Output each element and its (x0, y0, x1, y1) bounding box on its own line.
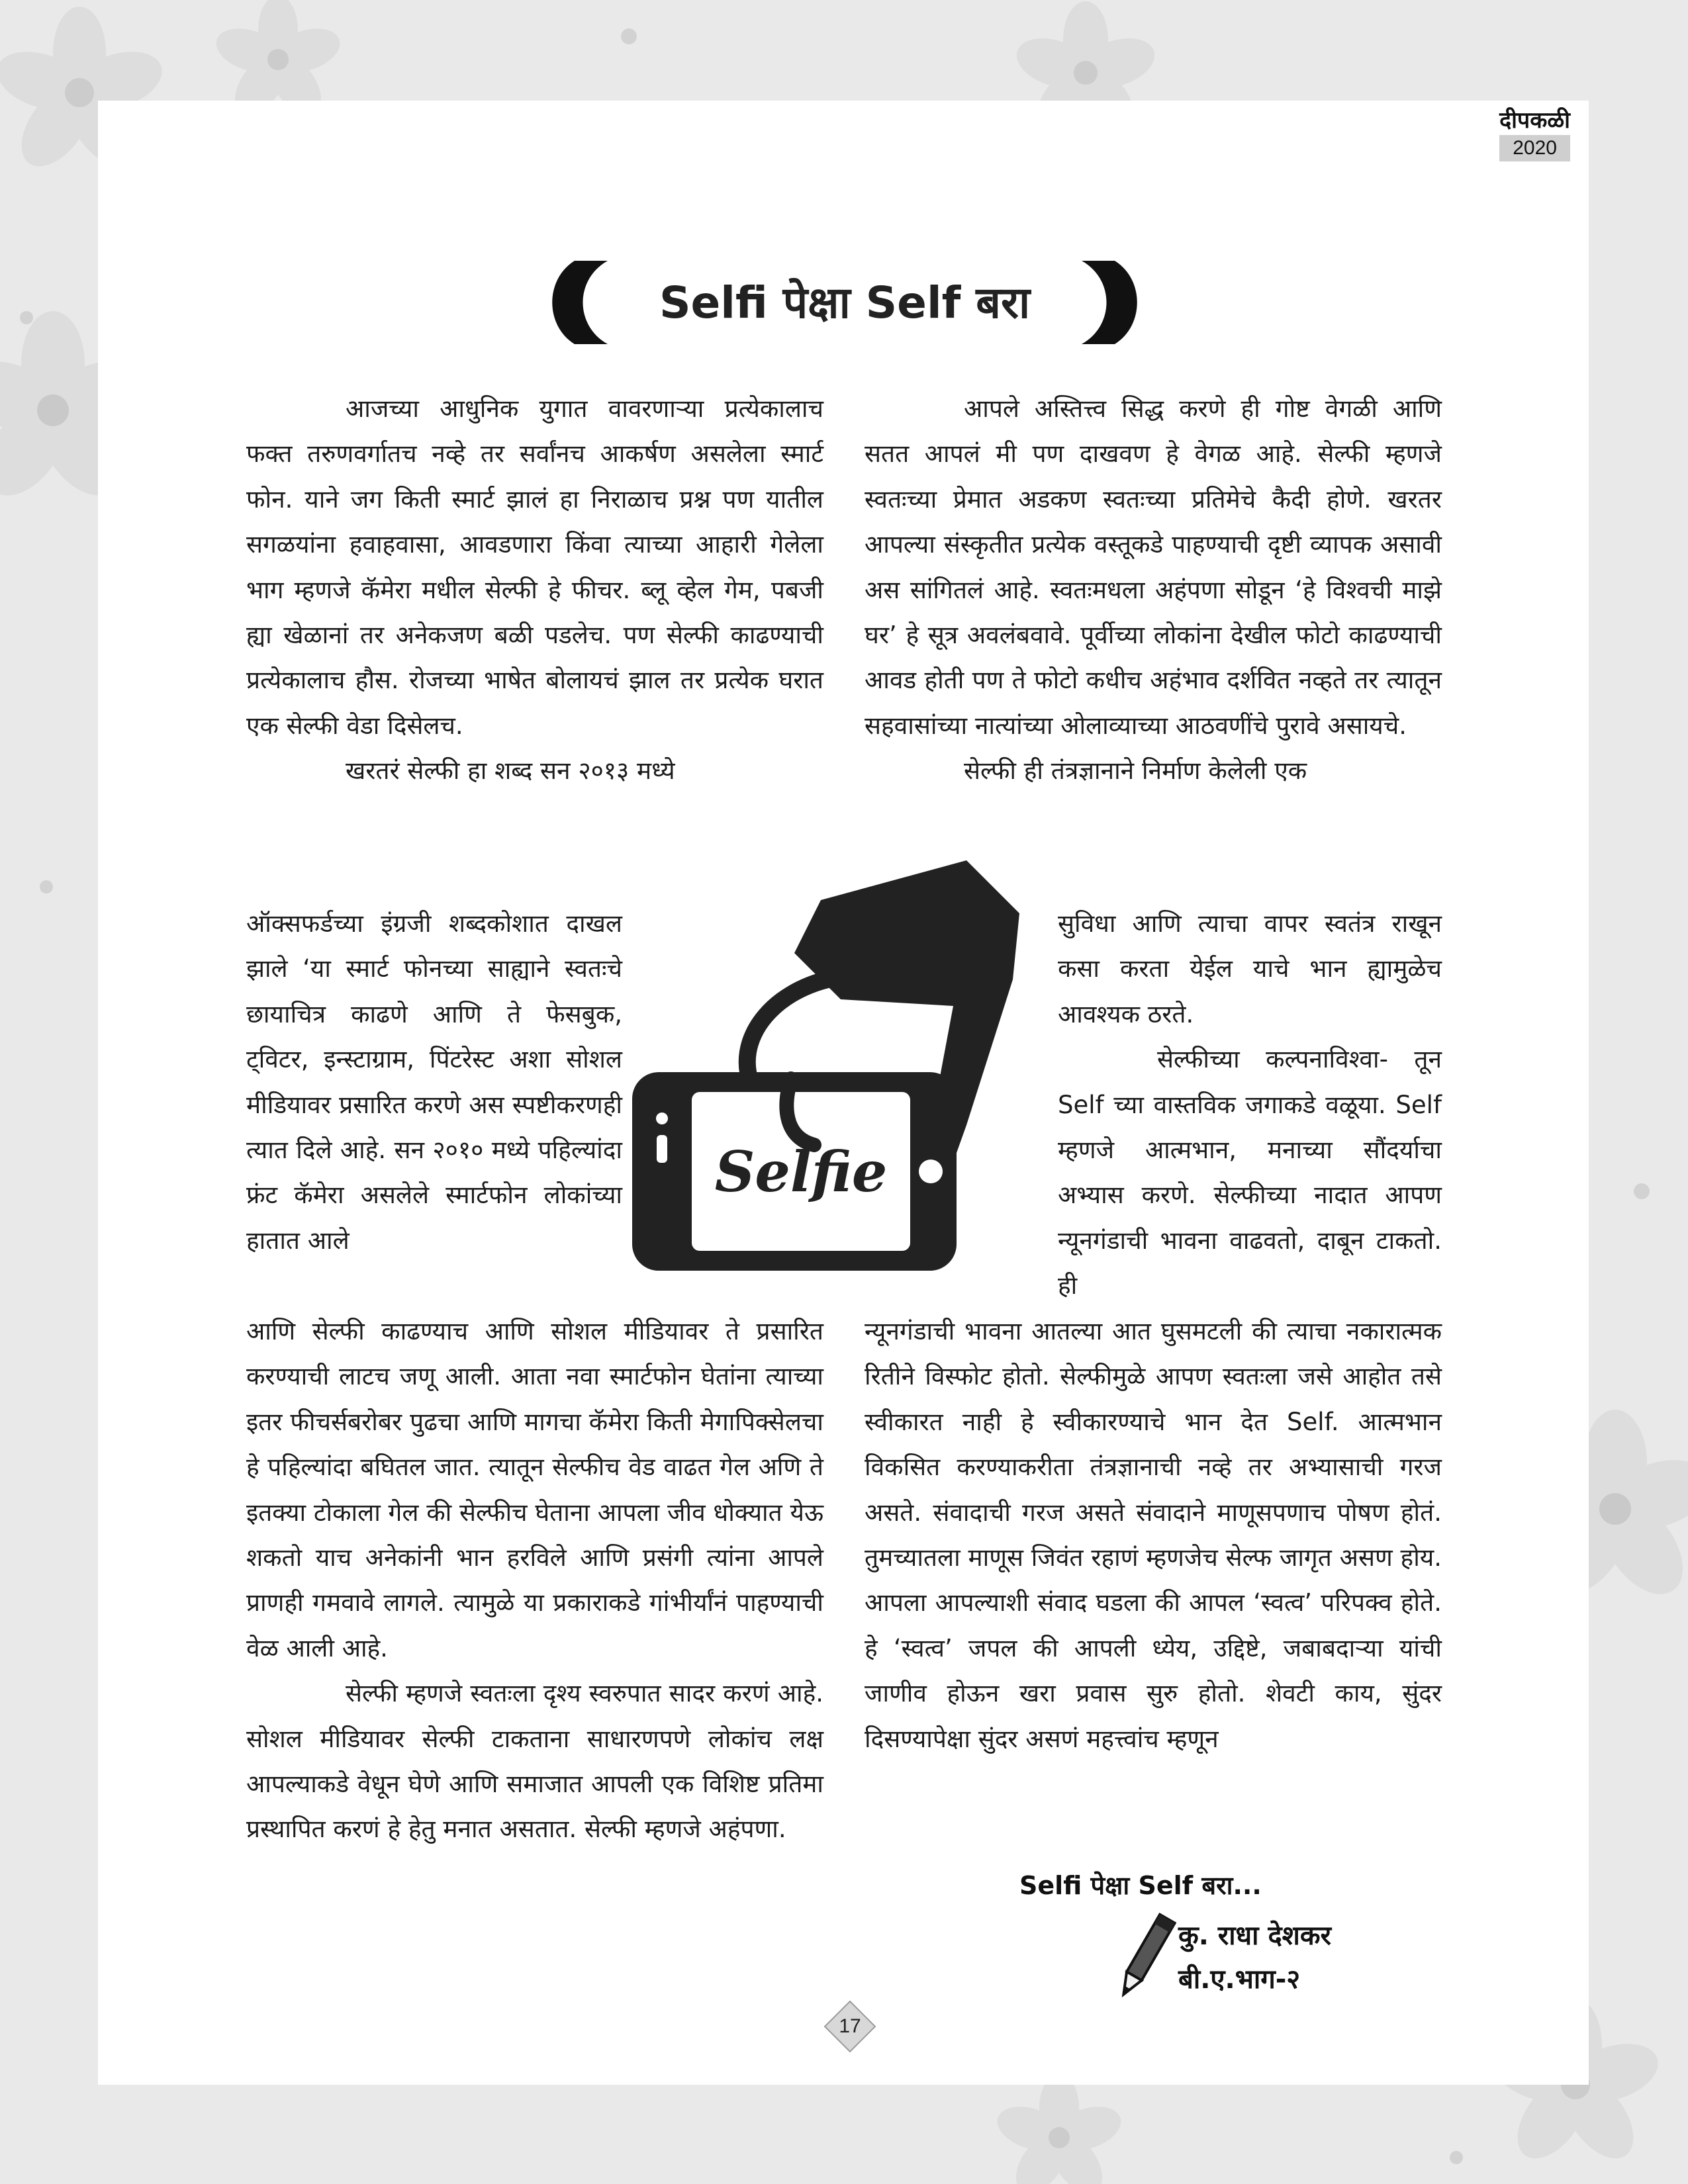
closing-line: Selfi पेक्षा Self बरा... (1019, 1871, 1262, 1900)
paragraph-technology-start: सेल्फी ही तंत्रज्ञानाने निर्माण केलेली एक (964, 756, 1307, 786)
screen-text: Selfie (714, 1139, 888, 1205)
paragraph-intro: आजच्या आधुनिक युगात वावरणाऱ्या प्रत्येकालाच फक्त तरुणवर्गातच नव्हे तर सर्वांनच आकर्षण असलेला स्मार्ट फोन. याने जग किती स्मार्ट झालं हा निराळाच प्रश्न पण यातील सगळयांना हवाहवासा, आवडणारा किंवा त्याच्या आहारी गेलेला भाग म्हणजे कॅमेरा मधील सेल्फी हे फीचर. ब्लू व्हेल गेम, पबजी ह्या खेळानां तर अनेकजण बळी पडलेच. पण सेल्फी काढण्याची प्रत्येकालाच हौस. रोजच्या भाषेत बोलायचं झाल तर प्रत्येक घरात एक सेल्फी वेडा दिसेलच. (246, 394, 823, 740)
pencil-icon (1112, 1906, 1178, 2005)
author-block (1178, 1914, 1509, 2001)
selfie-phone-hand-icon (622, 860, 1046, 1304)
right-column-bottom (865, 1309, 1442, 1762)
paragraph-self-presentation: सेल्फी म्हणजे स्वतःला दृश्य स्वरुपात सादर करणं आहे. सोशल मीडियावर सेल्फी टाकताना साधारणपणे लोकांच लक्ष आपल्याकडे वेधून घेणे आणि समाजात आपली एक विशिष्ट प्रतिमा प्रस्थापित करणं हे हेतु मनात असतात. सेल्फी म्हणजे अहंपणा. (246, 1679, 823, 1844)
left-column-top (246, 387, 823, 794)
page-number: 17 (839, 2015, 861, 2037)
paragraph-self-awareness-rest: न्यूनगंडाची भावना आतल्या आत घुसमटली की त्याचा नकारात्मक रितीने विस्फोट होतो. सेल्फीमुळे आपण स्वतःला जसे आहोत तसे स्वीकारत नाही हे स्वीकारण्याचे भान देत Self. आत्मभान विकसित करण्याकरीता तंत्रज्ञानाची नव्हे तर अभ्यासाची गरज असते. संवादाची गरज असते संवादाने माणूसपणाच पोषण होतं. तुमच्यातला माणूस जिवंत रहाणं म्हणजेच सेल्फ जागृत असण होय. आपला आपल्याशी संवाद घडला की आपल ‘स्वत्व’ परिपक्व होते. हे ‘स्वत्व’ जपल की आपली ध्येय, उद्दिष्टे, जबाबदाऱ्या यांची जाणीव होऊन खरा प्रवास सुरु होतो. शेवटी काय, सुंदर दिसण्यापेक्षा सुंदर असणं महत्त्वांच म्हणून (865, 1317, 1442, 1753)
paragraph-existence: आपले अस्तित्त्व सिद्ध करणे ही गोष्ट वेगळी आणि सतत आपलं मी पण दाखवण हे वेगळ आहे. सेल्फी म्हणजे स्वतःच्या प्रेमात अडकण स्वतःच्या प्रतिमेचे कैदी होणे. खरतर आपल्या संस्कृतीत प्रत्येक वस्तूकडे पाहण्याची दृष्टी व्यापक असावी अस सांगितलं आहे. स्वतःमधला अहंपणा सोडून ‘हे विश्वची माझे घर’ हे सूत्र अवलंबवावे. पूर्वीच्या लोकांना देखील फोटो काढण्याची आवड होती पण ते फोटो कधीच अहंभाव दर्शवित नव्हते तर त्यातून सहवासांच्या नात्यांच्या ओलाव्याच्या आठवणींचे पुरावे असायचे. (865, 394, 1442, 740)
paragraph-oxford-rest: आणि सेल्फी काढण्याच आणि सोशल मीडियावर ते प्रसारित करण्याची लाटच जणू आली. आता नवा स्मार्टफोन घेतांना त्याच्या इतर फीचर्सबरोबर पुढचा आणि मागचा कॅमेरा किती मेगापिक्सेलचा हे पहिल्यांदा बघितल जात. त्यातून सेल्फीच वेड वाढत गेल अणि ते इतक्या टोकाला गेल की सेल्फीच घेताना आपला जीव धोक्यात येऊ शकतो याच अनेकांनी भान हरविले आणि प्रसंगी त्यांना आपले प्राणही गमवावे लागले. त्यामुळे या प्रकाराकडे गांभीर्यांनं पाहण्याची वेळ आली आहे. (246, 1317, 823, 1662)
right-column-wrap (1058, 901, 1442, 1309)
right-column-top (865, 387, 1442, 794)
author-name: कु. राधा देशकर (1178, 1921, 1331, 1951)
paragraph-oxford-start: खरतरं सेल्फी हा शब्द सन २०१३ मध्ये (346, 756, 675, 786)
magazine-year: 2020 (1499, 135, 1570, 161)
magazine-name: दीपकळी (1499, 107, 1570, 134)
paragraph-oxford-wrap: ऑक्सफर्डच्या इंग्रजी शब्दकोशात दाखल झाले ‘या स्मार्ट फोनच्या साह्याने स्वतःचे छायाचित्र काढणे आणि ते फेसबुक, ट्विटर, इन्स्टाग्राम, पिंटरेस्ट अशा सोशल मीडियावर प्रसारित करणे अस स्पष्टीकरणही त्यात दिले आहे. सन २०१० मध्ये पहिल्यांदा फ्रंट कॅमेरा असलेले स्मार्टफोन लोकांच्या हातात आले (246, 909, 622, 1255)
article-title: Selfi पेक्षा Self बरा (659, 277, 1031, 328)
left-column-wrap (246, 901, 622, 1263)
paragraph-self-awareness-wrap: सेल्फीच्या कल्पनाविश्वा- तून Self च्या वास्तविक जगाकडे वळूया. Self म्हणजे आत्मभान, मनाच्या सौंदर्याचा अभ्यास करणे. सेल्फीच्या नादात आपण न्यूनगंडाची भावना वाढवतो, दाबून टाकतो. ही (1058, 1045, 1442, 1300)
author-class: बी.ए.भाग-२ (1178, 1964, 1301, 1995)
left-column-bottom (246, 1309, 823, 1852)
paragraph-technology-wrap: सुविधा आणि त्याचा वापर स्वतंत्र राखून कसा करता येईल याचे भान ह्यामुळेच आवश्यक ठरते. (1058, 909, 1442, 1028)
magazine-header (1499, 106, 1570, 161)
